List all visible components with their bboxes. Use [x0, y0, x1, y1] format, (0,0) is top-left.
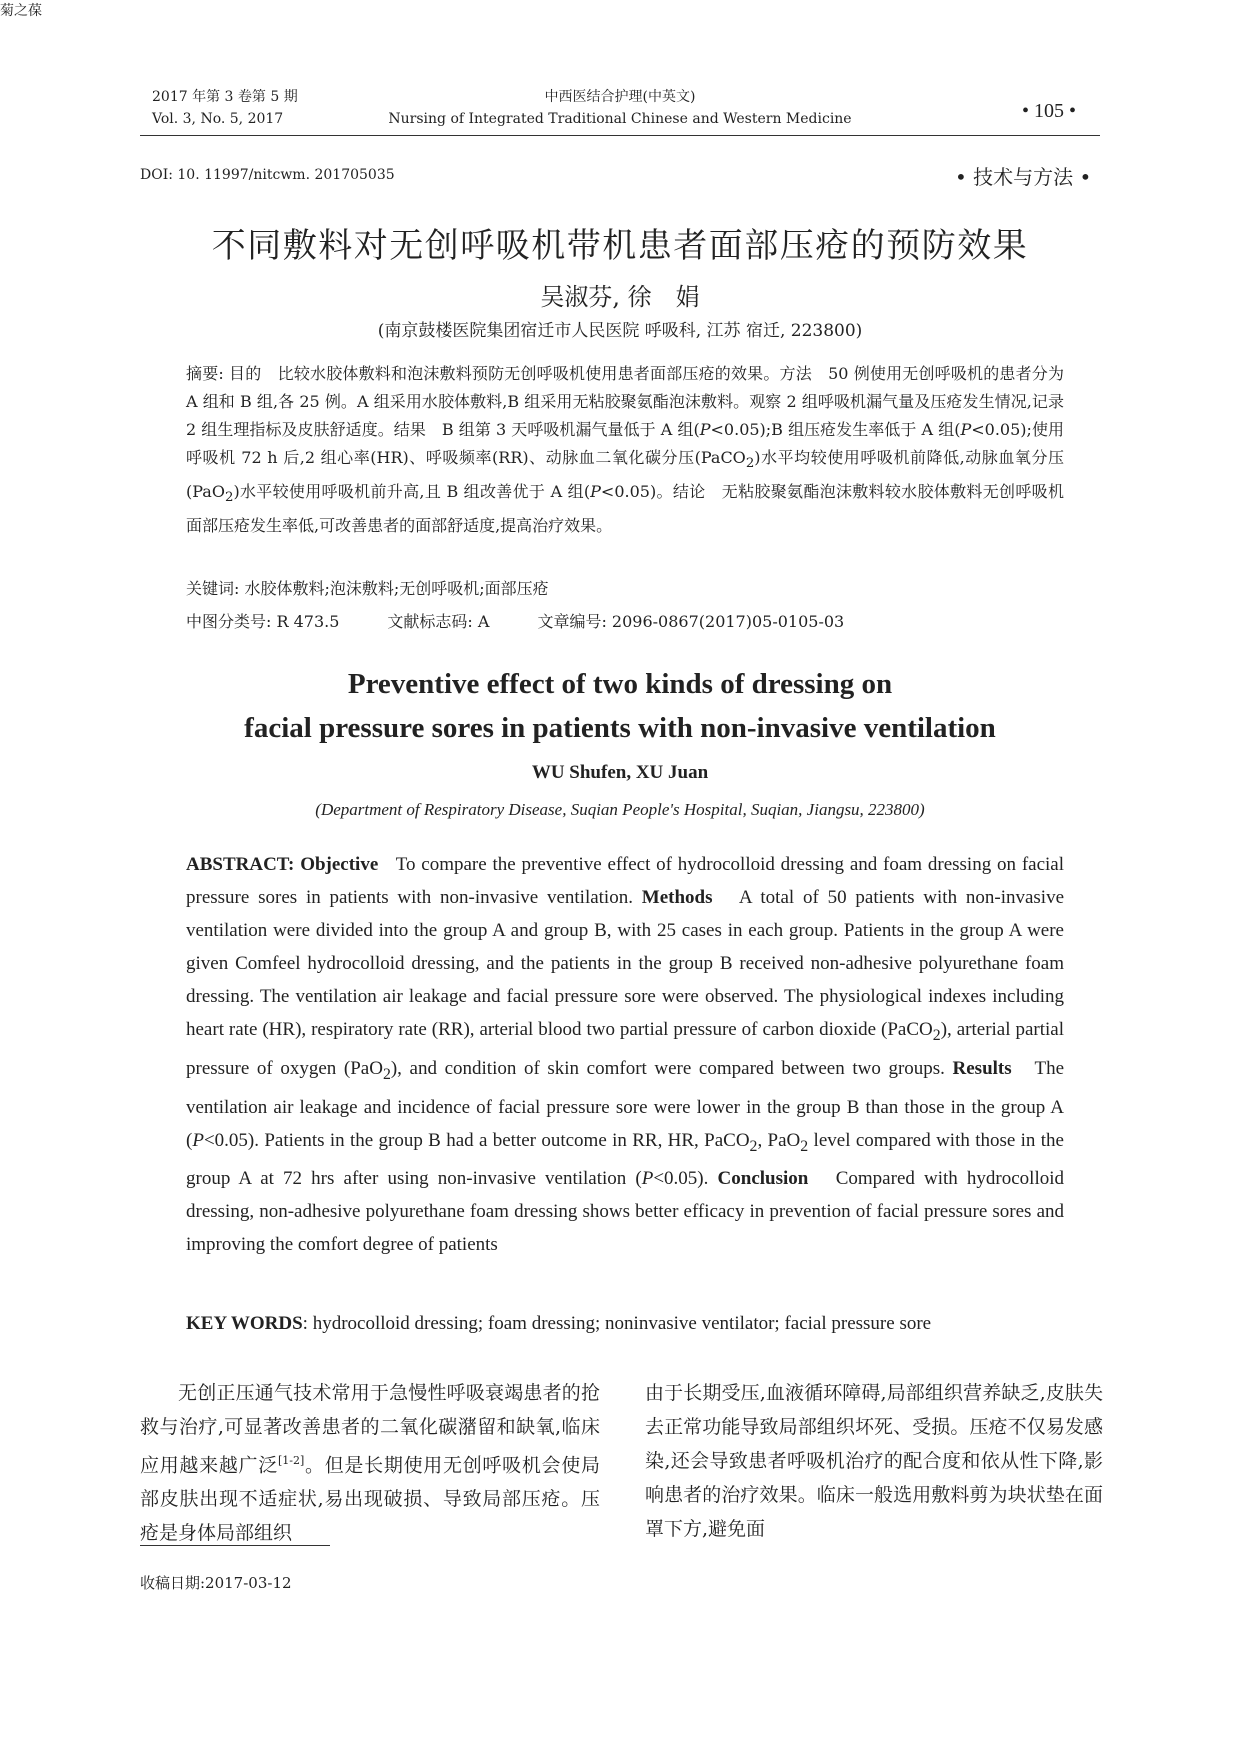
subscript: 2: [224, 490, 234, 506]
subscript: 2: [382, 1065, 391, 1083]
authors-cn: 吴淑芬, 徐 娟: [540, 283, 700, 311]
abstract-cn-text: <0.05);使用呼吸机 72 h 后,2 组心率(HR)、呼吸频率(RR)、动脉血二氧化碳分压(PaCO: [186, 420, 1064, 467]
title-en: [140, 662, 1100, 750]
body-text: 。但是长期使用无创呼吸机会使局部皮肤出现不适症状,易出现破损、导致局部压疮。压疮是身体局部组织: [140, 1454, 600, 1545]
affiliation-en: (Department of Respiratory Disease, Suqian People's Hospital, Suqian, Jiangsu, 223800): [315, 800, 925, 819]
methods-text: A total of 50 patients with non-invasive ventilation were divided into the group A and group B, with 25 cases in each group. Patients in the group A were given Comfeel hydrocolloid dressing, and the patients in the group B received non-adhesive polyurethane foam dressing. The ventilation air leakage and facial pressure sore were observed. The physiological indexes including heart rate (HR), respiratory rate (RR), arterial blood two partial pressure of carbon dioxide (PaCO: [186, 887, 1065, 1040]
issue-info-cn: 2017 年第 3 卷第 5 期: [152, 89, 298, 105]
results-text: level compared with those in the group A at 72 hrs after using non-invasive ventilation (: [186, 1129, 1064, 1190]
issue-info-en: Vol. 3, No. 5, 2017: [152, 111, 284, 127]
section-label: • 技术与方法 •: [955, 165, 1092, 189]
methods-text: ), arterial partial pressure of oxygen (PaO: [186, 1019, 1064, 1079]
p-symbol: P: [590, 482, 601, 502]
received-date: 收稿日期:2017-03-12: [140, 1574, 292, 1592]
abstract-cn-text: )水平较使用呼吸机前升高,且 B 组改善优于 A 组(: [233, 482, 591, 502]
methods-label: Methods: [641, 887, 713, 908]
keywords-cn: 关键词: 水胶体敷料;泡沫敷料;无创呼吸机;面部压疮: [186, 579, 549, 598]
journal-name-en: Nursing of Integrated Traditional Chinese and Western Medicine: [388, 111, 852, 127]
title-en-line2: facial pressure sores in patients with non-invasive ventilation: [244, 712, 996, 744]
abstract-cn-text: <0.05);B 组压疮发生率低于 A 组(: [710, 420, 961, 439]
subscript: 2: [800, 1137, 809, 1155]
abstract-cn-text: <0.05)。结论 无粘胶聚氨酯泡沫敷料较水胶体敷料无创呼吸机面部压疮发生率低,可改善患者的面部舒适度,提高治疗效果。: [186, 482, 1064, 536]
corner-watermark: 菊之葆: [0, 3, 42, 19]
keywords-en-label: KEY WORDS: [186, 1313, 303, 1334]
p-symbol: P: [699, 420, 711, 439]
results-text: <0.05). Patients in the group B had a better outcome in RR, HR, PaCO: [203, 1129, 750, 1151]
footnote-rule: [140, 1545, 330, 1546]
body-text: 无创正压通气技术常用于急慢性呼吸衰竭患者的抢救与治疗,可显著改善患者的二氧化碳潴留和缺氧,临床应用越来越广泛: [140, 1382, 600, 1477]
abstract-cn-text: 比较水胶体敷料和泡沫敷料预防无创呼吸机使用患者面部压疮的效果。方法 50 例使用无创呼吸机的患者分为 A 组和 B 组,各 25 例。A 组采用水胶体敷料,B 组采用无粘胶聚氨酯泡沫敷料。观察 2 组呼吸机漏气量及压疮发生情况,记录 2 组生理指标及皮肤舒适度。结果 B 组第 3 天呼吸机漏气量低于 A 组(: [186, 364, 1064, 439]
doi: DOI: 10. 11997/nitcwm. 201705035: [140, 167, 395, 183]
body-column-right: 由于长期受压,血液循环障碍,局部组织营养缺乏,皮肤失去正常功能导致局部组织坏死、受损。压疮不仅易发感染,还会导致患者呼吸机治疗的配合度和依从性下降,影响患者的治疗效果。临床一般选用敷料剪为块状垫在面罩下方,避免面: [645, 1382, 1103, 1540]
title-en-line1: Preventive effect of two kinds of dressing on: [347, 668, 893, 700]
p-symbol: P: [192, 1129, 204, 1151]
results-text: , PaO: [757, 1129, 801, 1151]
abstract-cn-text: )水平均较使用呼吸机前降低,动脉血氧分压(PaO: [186, 448, 1064, 502]
issue-info: [152, 86, 298, 130]
authors-en: WU Shufen, XU Juan: [531, 762, 709, 783]
page-number: • 105 •: [1022, 100, 1077, 122]
keywords-en-text: : hydrocolloid dressing; foam dressing; noninvasive ventilator; facial pressure sore: [302, 1313, 932, 1334]
results-label: Results: [952, 1057, 1012, 1079]
conclusion-label: Conclusion: [717, 1168, 809, 1190]
abstract-cn-label: 摘要: 目的: [186, 364, 262, 383]
subscript: 2: [932, 1026, 941, 1044]
header-rule: [140, 135, 1100, 136]
abstract-cn: [186, 360, 1064, 540]
objective-text: To compare the preventive effect of hydrocolloid dressing and foam dressing on facial pressure sores in patients with non-invasive ventilation.: [186, 854, 1065, 908]
conclusion-text: Compared with hydrocolloid dressing, non-adhesive polyurethane foam dressing shows better efficacy in prevention of facial pressure sores and improving the comfort degree of patients: [186, 1168, 1065, 1256]
p-symbol: P: [641, 1168, 654, 1190]
journal-name-cn: 中西医结合护理(中英文): [544, 89, 696, 105]
title-cn: 不同敷料对无创呼吸机带机患者面部压疮的预防效果: [211, 226, 1029, 266]
abstract-en-label: ABSTRACT: Objective: [186, 854, 379, 875]
abstract-en: [186, 848, 1064, 1261]
results-text: <0.05).: [653, 1168, 709, 1190]
affiliation-cn: (南京鼓楼医院集团宿迁市人民医院 呼吸科, 江苏 宿迁, 223800): [377, 321, 863, 341]
methods-text: ), and condition of skin comfort were compared between two groups.: [390, 1057, 945, 1079]
subscript: 2: [749, 1137, 758, 1155]
body-column-left: [140, 1376, 600, 1550]
results-text: The ventilation air leakage and incidence of facial pressure sore were lower in the group B than those in the group A (: [186, 1057, 1065, 1151]
journal-name: [340, 86, 900, 130]
citation-ref: [1-2]: [278, 1454, 305, 1467]
subscript: 2: [745, 456, 755, 472]
p-symbol: P: [960, 420, 972, 439]
classification-cn: 中图分类号: R 473.5 文献标志码: A 文章编号: 2096-0867(2017)05-0105-03: [186, 612, 845, 631]
keywords-en: [186, 1313, 931, 1335]
